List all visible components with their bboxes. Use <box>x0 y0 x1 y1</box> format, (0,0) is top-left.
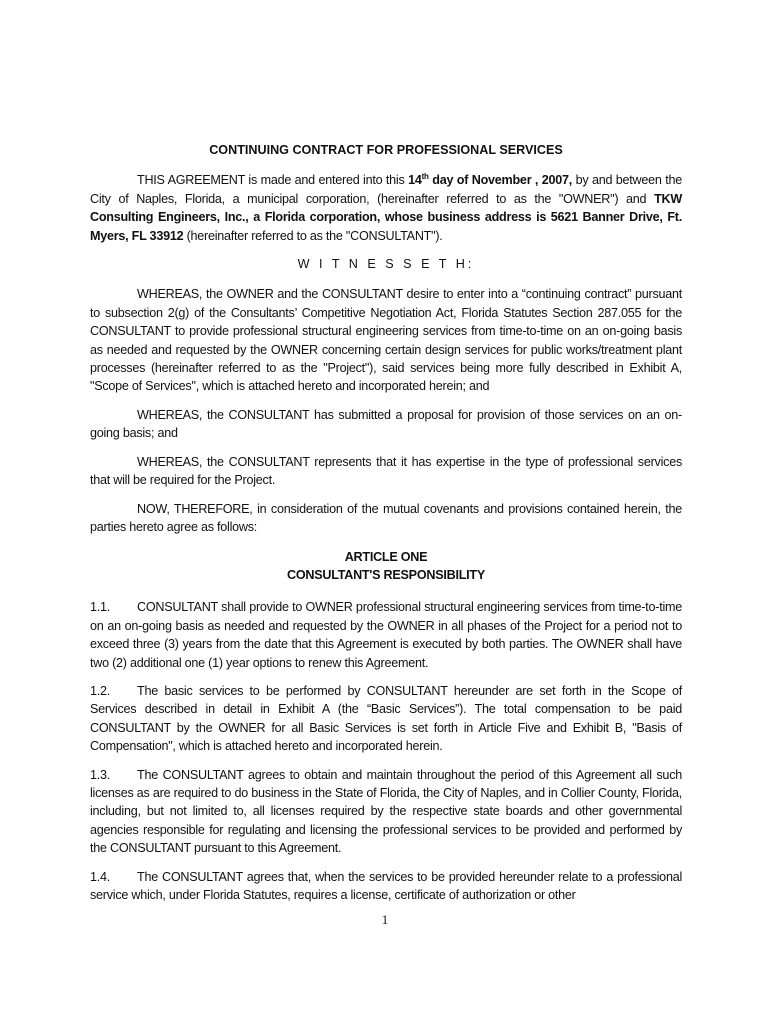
agreement-day-suffix: th <box>421 172 429 182</box>
section-number: 1.4. <box>90 869 111 884</box>
article-heading <box>90 548 682 584</box>
document-title: CONTINUING CONTRACT FOR PROFESSIONAL SERVICES <box>209 143 563 157</box>
page-number: 1 <box>381 912 389 927</box>
article-title: ARTICLE ONE <box>344 550 428 565</box>
section-number: 1.1. <box>90 600 111 615</box>
section-number: 1.2. <box>90 683 111 698</box>
section-number: 1.3. <box>90 767 111 782</box>
section-paragraph <box>90 598 682 672</box>
section-text: The CONSULTANT agrees that, when the services to be provided hereunder relate to a professional service which, under Florida Statutes, requires a license, certificate of authorization or other <box>90 869 682 902</box>
agreement-month-year: day of November , 2007, <box>428 173 573 188</box>
recital-paragraph: WHEREAS, the OWNER and the CONSULTANT desire to enter into a “continuing contract” pursuant to subsection 2(g) of the Consultants’ Competitive Negotiation Act, Florida Statutes Section 287.055 for the CONSULTANT to provide professional structural engineering services from time-to-time on an on-going basis as needed and requested by the OWNER concerning certain design services for public works/treatment plant processes (hereinafter referred to as the "Project"), said services being more fully described in Exhibit A, "Scope of Services", which is attached hereto and incorporated herein; and <box>90 287 682 394</box>
intro-paragraph <box>90 171 682 245</box>
document-body <box>90 141 682 914</box>
intro-text-2: by and between the City of Naples, Florida, a municipal corporation, (hereinafter referred to as the "OWNER") and <box>90 173 682 206</box>
section-text: CONSULTANT shall provide to OWNER professional structural engineering services from time-to-time on an on-going basis as needed and requested by the OWNER in all phases of the Project for a period not to exceed three (3) years from the date that this Agreement is executed by both parties. The OWNER shall have two (2) additional one (1) year options to renew this Agreement. <box>90 600 682 670</box>
article-subtitle: CONSULTANT'S RESPONSIBILITY <box>287 568 485 583</box>
agreement-day: 14 <box>408 173 422 188</box>
recital-paragraph: NOW, THEREFORE, in consideration of the mutual covenants and provisions contained herein, the parties hereto agree as follows: <box>90 501 682 534</box>
agreement-date <box>408 173 572 187</box>
intro-text-3: (hereinafter referred to as the "CONSULTANT"). <box>183 228 443 243</box>
recital-paragraph: WHEREAS, the CONSULTANT has submitted a proposal for provision of those services on an on-going basis; and <box>90 407 682 441</box>
section-paragraph <box>90 766 682 858</box>
section-text: The CONSULTANT agrees to obtain and maintain throughout the period of this Agreement all such licenses as are required to do business in the State of Florida, the City of Naples, and in Collier County, Florida, including, but not limited to, all licenses required by the respective state boards and other governmental agencies responsible for regulating and licensing the professional services to be provided and performed by the CONSULTANT pursuant to this Agreement. <box>90 767 682 856</box>
section-text: The basic services to be performed by CONSULTANT hereunder are set forth in the Scope of Services described in detail in Exhibit A (the “Basic Services”). The total compensation to be paid CONSULTANT by the OWNER for all Basic Services is set forth in Article Five and Exhibit B, "Basis of Compensation", which is attached hereto and incorporated herein. <box>90 683 682 754</box>
intro-text-1: THIS AGREEMENT is made and entered into this <box>137 173 409 188</box>
section-paragraph <box>90 682 682 756</box>
recital-paragraph: WHEREAS, the CONSULTANT represents that it has expertise in the type of professional services that will be required for the Project. <box>90 454 682 488</box>
section-paragraph <box>90 868 682 905</box>
witnesseth-heading: W I T N E S S E T H: <box>297 257 475 272</box>
consultant-name-address: TKW Consulting Engineers, Inc., a Florida corporation, whose business address is 5621 Banner Drive, Ft. Myers, FL 33912 <box>90 191 682 243</box>
